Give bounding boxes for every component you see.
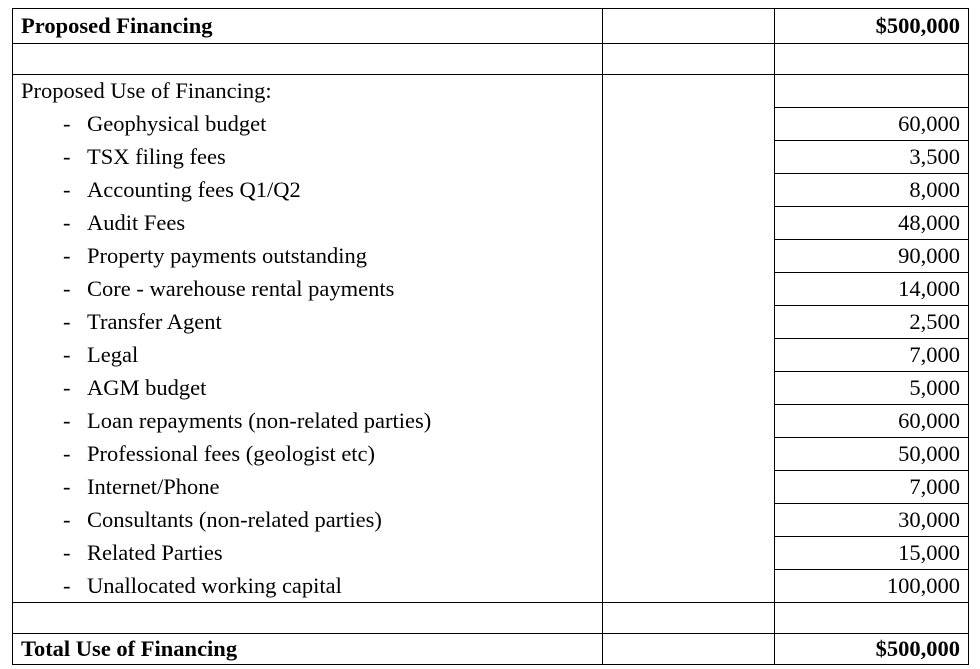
item-row [13, 207, 969, 240]
bullet-dash: - [63, 177, 71, 202]
empty-cell [603, 471, 775, 504]
item-label: Audit Fees [87, 210, 186, 235]
bullet-dash: - [63, 144, 71, 169]
empty-cell [603, 504, 775, 537]
item-row [13, 174, 969, 207]
item-amount: 30,000 [775, 504, 969, 537]
bullet-dash: - [63, 276, 71, 301]
item-label: Core - warehouse rental payments [87, 276, 395, 301]
item-row [13, 504, 969, 537]
item-label-cell [13, 438, 603, 471]
item-row [13, 471, 969, 504]
item-label-cell [13, 306, 603, 339]
bullet-dash: - [63, 243, 71, 268]
empty-cell [603, 207, 775, 240]
item-row [13, 306, 969, 339]
item-label-cell [13, 240, 603, 273]
empty-cell [603, 306, 775, 339]
item-label-cell [13, 108, 603, 141]
item-label: Related Parties [87, 540, 223, 565]
empty-cell [603, 438, 775, 471]
item-label-cell [13, 174, 603, 207]
item-amount: 60,000 [775, 108, 969, 141]
bullet-dash: - [63, 441, 71, 466]
item-row [13, 141, 969, 174]
item-label-cell [13, 372, 603, 405]
item-label-cell [13, 141, 603, 174]
empty-cell [603, 141, 775, 174]
empty-cell [603, 372, 775, 405]
item-label-cell [13, 570, 603, 603]
item-label-cell [13, 207, 603, 240]
empty-cell [603, 405, 775, 438]
item-label: AGM budget [87, 375, 207, 400]
item-label: Property payments outstanding [87, 243, 367, 268]
bullet-dash: - [63, 408, 71, 433]
item-amount: 14,000 [775, 273, 969, 306]
item-label-cell [13, 339, 603, 372]
item-amount: 48,000 [775, 207, 969, 240]
empty-cell [603, 339, 775, 372]
blank-row [13, 44, 969, 75]
item-label: Loan repayments (non-related parties) [87, 408, 432, 433]
item-label: Internet/Phone [87, 474, 220, 499]
item-amount: 60,000 [775, 405, 969, 438]
bullet-dash: - [63, 309, 71, 334]
item-amount: 50,000 [775, 438, 969, 471]
total-row [13, 634, 969, 665]
item-amount: 100,000 [775, 570, 969, 603]
item-label: Legal [87, 342, 139, 367]
item-amount: 15,000 [775, 537, 969, 570]
item-label: Transfer Agent [87, 309, 222, 334]
bullet-dash: - [63, 572, 71, 598]
section-row [13, 75, 969, 108]
header-row [13, 9, 969, 44]
item-amount: 7,000 [775, 471, 969, 504]
item-row [13, 405, 969, 438]
item-row [13, 537, 969, 570]
empty-cell [603, 240, 775, 273]
item-label-cell [13, 504, 603, 537]
empty-cell [603, 537, 775, 570]
item-label: Unallocated working capital [87, 572, 342, 598]
item-amount: 3,500 [775, 141, 969, 174]
bullet-dash: - [63, 540, 71, 565]
empty-cell [603, 634, 775, 665]
item-amount: 8,000 [775, 174, 969, 207]
empty-cell [603, 9, 775, 44]
empty-cell [603, 108, 775, 141]
financing-table [12, 8, 969, 665]
item-row [13, 570, 969, 603]
bullet-dash: - [63, 375, 71, 400]
empty-cell [603, 570, 775, 603]
bullet-dash: - [63, 474, 71, 499]
total-label: Total Use of Financing [13, 634, 603, 665]
item-label: Consultants (non-related parties) [87, 507, 382, 532]
empty-cell [603, 273, 775, 306]
bullet-dash: - [63, 111, 71, 136]
item-amount: 2,500 [775, 306, 969, 339]
bullet-dash: - [63, 210, 71, 235]
section-label: Proposed Use of Financing: [13, 75, 603, 108]
item-amount: 5,000 [775, 372, 969, 405]
header-label: Proposed Financing [13, 9, 603, 44]
item-amount: 7,000 [775, 339, 969, 372]
bullet-dash: - [63, 507, 71, 532]
item-row [13, 240, 969, 273]
item-amount: 90,000 [775, 240, 969, 273]
bullet-dash: - [63, 342, 71, 367]
item-row [13, 372, 969, 405]
item-label-cell [13, 471, 603, 504]
item-label: TSX filing fees [87, 144, 226, 169]
item-label-cell [13, 405, 603, 438]
empty-cell [603, 174, 775, 207]
item-row [13, 273, 969, 306]
header-amount: $500,000 [775, 9, 969, 44]
item-label: Professional fees (geologist etc) [87, 441, 376, 466]
item-label-cell [13, 273, 603, 306]
item-row [13, 438, 969, 471]
item-label: Accounting fees Q1/Q2 [87, 177, 301, 202]
item-label: Geophysical budget [87, 111, 267, 136]
total-amount: $500,000 [775, 634, 969, 665]
item-label-cell [13, 537, 603, 570]
item-row [13, 108, 969, 141]
item-row [13, 339, 969, 372]
blank-row [13, 603, 969, 634]
